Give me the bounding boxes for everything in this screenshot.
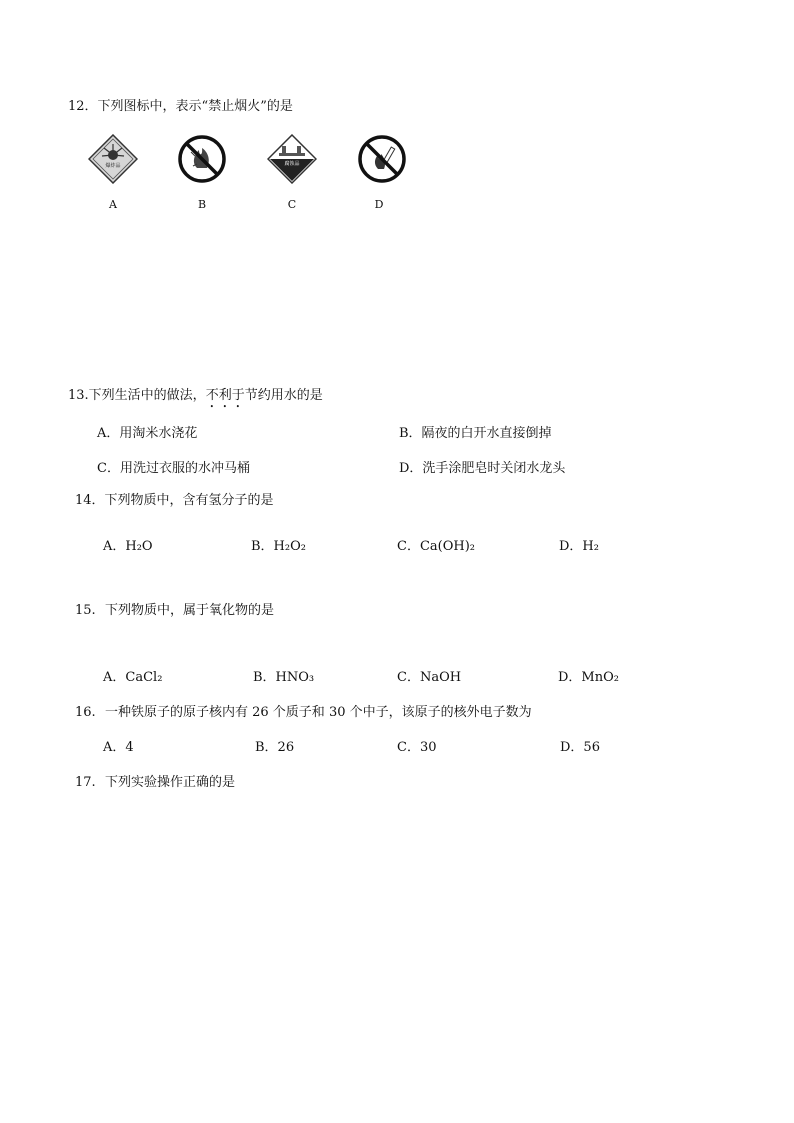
sign-caption-explosive: 爆炸品 (105, 163, 121, 169)
q14-option-b: B．H₂O₂ (251, 539, 306, 554)
corrosive-diamond-sign-icon (267, 134, 317, 184)
q13-option-b: B．隔夜的白开水直接倒掉 (399, 426, 552, 441)
q13-option-c: C．用洗过衣服的水冲马桶 (97, 461, 250, 476)
q16-number: 16. (75, 705, 96, 720)
q16-stem: 一种铁原子的原子核内有 26 个质子和 30 个中子，该原子的核外电子数为 (105, 705, 532, 720)
option-label-c: C (287, 198, 297, 211)
q15-stem: 下列物质中，属于氧化物的是 (105, 603, 275, 618)
q13-stem (68, 388, 323, 411)
q17-stem: 下列实验操作正确的是 (105, 775, 236, 790)
q16-option-a: A．4 (103, 740, 134, 755)
q15-option-d: D．MnO₂ (558, 670, 619, 685)
q13-stem-pre: 13.下列生活中的做法， (68, 388, 206, 403)
q14-option-c: C．Ca(OH)₂ (397, 539, 475, 554)
sign-caption-corrosive: 腐蚀品 (284, 161, 300, 167)
q13-option-d: D．洗手涂肥皂时关闭水龙头 (399, 461, 566, 476)
q13-stem-post: 节约用水的是 (244, 388, 323, 403)
option-label-b: B (197, 198, 207, 211)
q16-option-c: C．30 (397, 740, 437, 755)
q15-number: 15. (75, 603, 96, 618)
no-smoking-sign-icon (357, 134, 407, 184)
q13-option-a: A．用淘米水浇花 (97, 426, 198, 441)
q12-stem: 12．下列图标中，表示“禁止烟火”的是 (68, 99, 293, 114)
q13-stem-emphasis: 不利于 (205, 388, 245, 403)
q16-option-b: B．26 (255, 740, 295, 755)
q16-option-d: D．56 (560, 740, 600, 755)
q14-stem: 14．下列物质中，含有氢分子的是 (75, 493, 274, 508)
option-label-a: A (109, 198, 117, 211)
q14-option-a: A．H₂O (103, 539, 153, 554)
q14-option-d: D．H₂ (559, 539, 599, 554)
option-label-d: D (374, 198, 384, 211)
q15-option-b: B．HNO₃ (253, 670, 315, 685)
explosive-diamond-sign-icon (88, 134, 138, 184)
q15-option-a: A．CaCl₂ (103, 670, 163, 685)
q17-number: 17. (75, 775, 96, 790)
no-open-flame-sign-icon (177, 134, 227, 184)
q15-option-c: C．NaOH (397, 670, 462, 685)
